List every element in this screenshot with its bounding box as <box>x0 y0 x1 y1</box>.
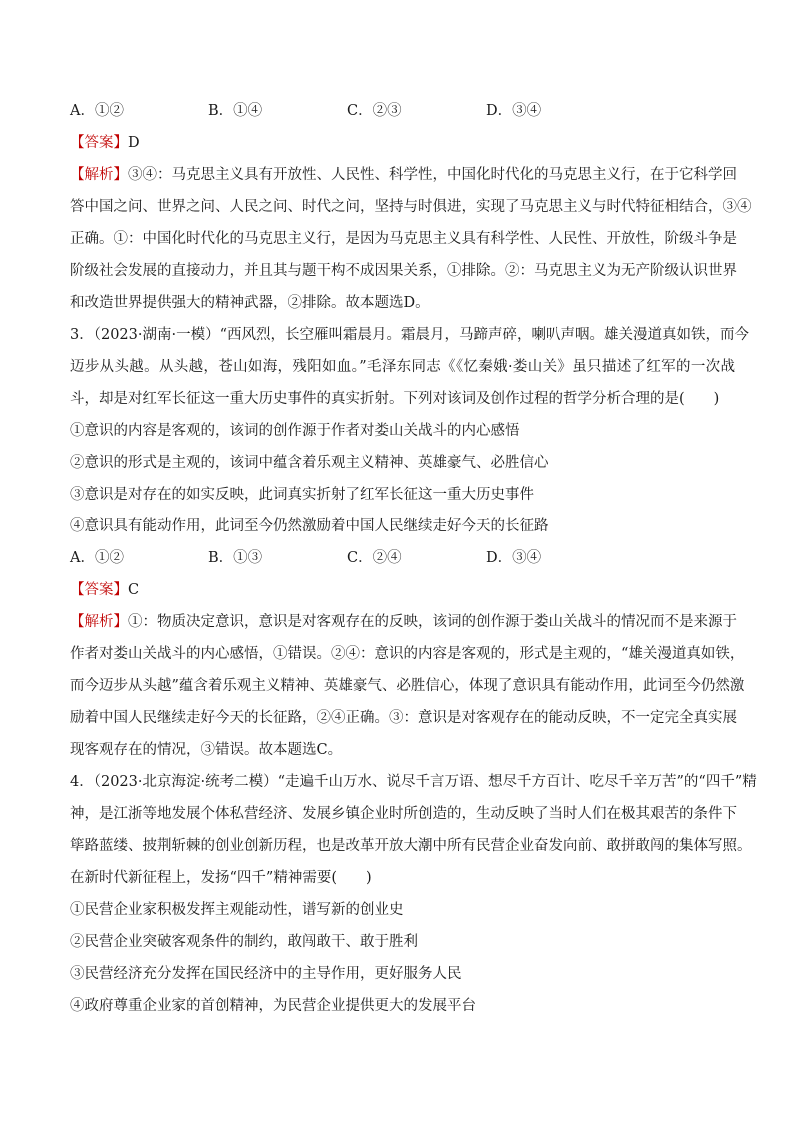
q3-analysis-line: 现客观存在的情况，③错误。故本题选C。 <box>70 742 343 758</box>
q3-stem-line: 迈步从头越。从头越，苍山如海，残阳如血。”毛泽东同志《《忆秦娥·娄山关》虽只描述了红军的一次战 <box>70 359 735 375</box>
q2-analysis-line: 和改造世界提供强大的精神武器，②排除。故本题选D。 <box>70 295 430 311</box>
answer-value: C <box>128 582 140 598</box>
q4-stem-line: 筚路蓝缕、披荆斩棘的创业创新历程，也是改革开放大潮中所有民营企业奋发向前、敢拼敢闯的集体写照。 <box>70 838 752 854</box>
q3-analysis-line: 作者对娄山关战斗的内心感悟，①错误。②④：意识的内容是客观的，形式是主观的，“雄关漫道真如铁， <box>70 646 745 662</box>
q4-stem-line: 神，是江浙等地发展个体私营经济、发展乡镇企业时所创造的，生动反映了当时人们在极其艰苦的条件下 <box>70 806 737 822</box>
q4-statement: ②民营企业突破客观条件的制约，敢闯敢干、敢于胜利 <box>70 934 418 950</box>
q4-statement: ①民营企业家积极发挥主观能动性，谱写新的创业史 <box>70 902 404 918</box>
q3-options <box>70 548 735 568</box>
q3-statement: ④意识具有能动作用，此词至今仍然激励着中国人民继续走好今天的长征路 <box>70 518 549 534</box>
q2-analysis-line: 正确。①：中国化时代化的马克思主义行，是因为马克思主义具有科学性、人民性、开放性，阶级斗争是 <box>70 231 737 247</box>
q3-statement: ③意识是对存在的如实反映，此词真实折射了红军长征这一重大历史事件 <box>70 487 534 503</box>
q3-answer <box>70 580 735 600</box>
q2-answer <box>70 133 735 153</box>
q4-statement: ③民营经济充分发挥在国民经济中的主导作用，更好服务人民 <box>70 966 462 982</box>
answer-tag: 【答案】 <box>70 135 128 151</box>
analysis-tag: 【解析】 <box>70 614 128 630</box>
q2-option-a: A．①② <box>70 103 124 119</box>
q3-option-d: D．③④ <box>486 550 542 566</box>
q3-option-a: A．①② <box>70 550 124 566</box>
q2-analysis-line: 阶级社会发展的直接动力，并且其与题干构不成因果关系，①排除。②：马克思主义为无产阶级认识世界 <box>70 263 737 279</box>
q2-option-d: D．③④ <box>486 103 542 119</box>
q2-analysis-line: 【解析】③④：马克思主义具有开放性、人民性、科学性，中国化时代化的马克思主义行，在于它科学回 <box>70 167 737 183</box>
q2-option-b: B．①④ <box>208 103 263 119</box>
answer-tag: 【答案】 <box>70 582 128 598</box>
q3-stem-line: 3．（2023·湖南·一模）“西风烈，长空雁叫霜晨月。霜晨月，马蹄声碎，喇叭声咽。雄关漫道真如铁，而今 <box>70 327 750 343</box>
analysis-tag: 【解析】 <box>70 167 128 183</box>
q4-stem-line: 在新时代新征程上，发扬“四千”精神需要( ) <box>70 870 372 886</box>
q3-stem-line: 斗，却是对红军长征这一重大历史事件的真实折射。下列对该词及创作过程的哲学分析合理的是( ) <box>70 391 720 407</box>
q3-analysis-line: 励着中国人民继续走好今天的长征路，②④正确。③：意识是对客观存在的能动反映，不一定完全真实展 <box>70 710 737 726</box>
q4-stem-line: 4．（2023·北京海淀·统考二模）“走遍千山万水、说尽千言万语、想尽千方百计、吃尽千辛万苦”的“四千”精 <box>70 774 757 790</box>
q3-option-b: B．①③ <box>208 550 263 566</box>
q3-option-c: C．②④ <box>347 550 402 566</box>
q3-statement: ②意识的形式是主观的，该词中蕴含着乐观主义精神、英雄豪气、必胜信心 <box>70 455 549 471</box>
q4-statement: ④政府尊重企业家的首创精神，为民营企业提供更大的发展平台 <box>70 998 476 1014</box>
q2-options <box>70 101 735 121</box>
q3-analysis-line: 【解析】①：物质决定意识，意识是对客观存在的反映，该词的创作源于娄山关战斗的情况而不是来源于 <box>70 614 737 630</box>
q2-analysis-line: 答中国之问、世界之问、人民之问、时代之问，坚持与时俱进，实现了马克思主义与时代特征相结合，③④ <box>70 199 752 215</box>
q3-statement: ①意识的内容是客观的，该词的创作源于作者对娄山关战斗的内心感悟 <box>70 423 520 439</box>
q3-analysis-line: 而今迈步从头越”蕴含着乐观主义精神、英雄豪气、必胜信心，体现了意识具有能动作用，此词至今仍然激 <box>70 678 745 694</box>
q2-option-c: C．②③ <box>347 103 402 119</box>
answer-value: D <box>128 135 140 151</box>
